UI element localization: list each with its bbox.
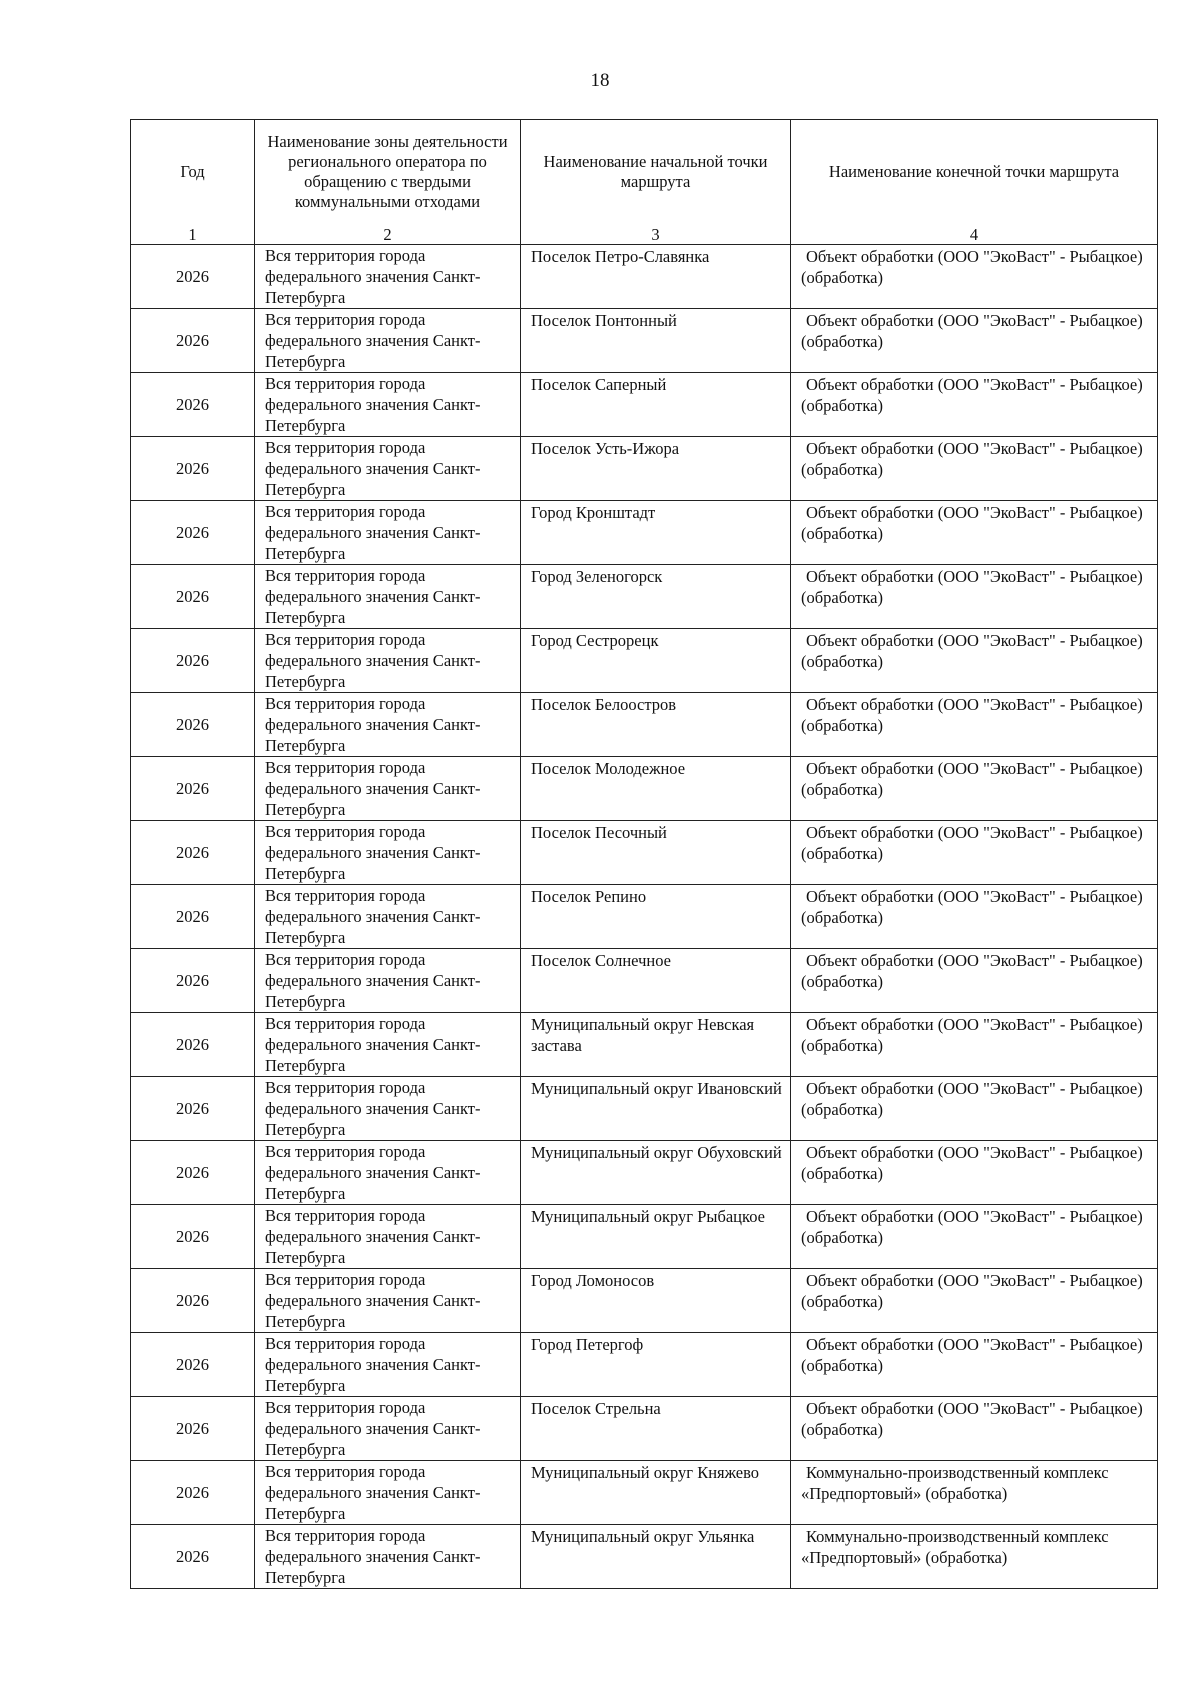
year-cell: 2026: [131, 501, 255, 565]
start-point-cell: Поселок Белоостров: [521, 693, 791, 757]
end-point-text: Объект обработки (ООО "ЭкоВаст" - Рыбацкое) (обработка): [801, 1079, 1143, 1119]
year-cell: 2026: [131, 1077, 255, 1141]
end-point-cell: [791, 1141, 1158, 1205]
year-cell: 2026: [131, 373, 255, 437]
end-point-text: Объект обработки (ООО "ЭкоВаст" - Рыбацкое) (обработка): [801, 1015, 1143, 1055]
end-point-text: Объект обработки (ООО "ЭкоВаст" - Рыбацкое) (обработка): [801, 887, 1143, 927]
table-row: [131, 1269, 1158, 1333]
table-row: [131, 1013, 1158, 1077]
header-year: Год: [131, 120, 255, 225]
year-cell: 2026: [131, 1525, 255, 1589]
end-point-cell: [791, 1077, 1158, 1141]
zone-cell: Вся территория города федерального значения Санкт-Петербурга: [255, 373, 521, 437]
zone-cell: Вся территория города федерального значения Санкт-Петербурга: [255, 501, 521, 565]
start-point-cell: Муниципальный округ Ивановский: [521, 1077, 791, 1141]
table-row: [131, 821, 1158, 885]
end-point-cell: [791, 565, 1158, 629]
zone-cell: Вся территория города федерального значения Санкт-Петербурга: [255, 1461, 521, 1525]
end-point-text: Коммунально-производственный комплекс «Предпортовый» (обработка): [801, 1527, 1109, 1567]
table-row: [131, 501, 1158, 565]
start-point-cell: Город Сестрорецк: [521, 629, 791, 693]
zone-cell: Вся территория города федерального значения Санкт-Петербурга: [255, 629, 521, 693]
table-header: [131, 120, 1158, 245]
year-cell: 2026: [131, 757, 255, 821]
end-point-text: Объект обработки (ООО "ЭкоВаст" - Рыбацкое) (обработка): [801, 503, 1143, 543]
header-start-point: Наименование начальной точки маршрута: [521, 120, 791, 225]
end-point-cell: [791, 501, 1158, 565]
start-point-cell: Муниципальный округ Обуховский: [521, 1141, 791, 1205]
year-cell: 2026: [131, 309, 255, 373]
zone-cell: Вся территория города федерального значения Санкт-Петербурга: [255, 245, 521, 309]
end-point-text: Объект обработки (ООО "ЭкоВаст" - Рыбацкое) (обработка): [801, 1335, 1143, 1375]
start-point-cell: Муниципальный округ Рыбацкое: [521, 1205, 791, 1269]
end-point-text: Объект обработки (ООО "ЭкоВаст" - Рыбацкое) (обработка): [801, 1271, 1143, 1311]
zone-cell: Вся территория города федерального значения Санкт-Петербурга: [255, 1333, 521, 1397]
table-row: [131, 1461, 1158, 1525]
start-point-cell: Город Зеленогорск: [521, 565, 791, 629]
page-number: 18: [590, 70, 610, 91]
year-cell: 2026: [131, 1205, 255, 1269]
end-point-cell: [791, 309, 1158, 373]
end-point-text: Объект обработки (ООО "ЭкоВаст" - Рыбацкое) (обработка): [801, 951, 1143, 991]
table-row: [131, 1525, 1158, 1589]
zone-cell: Вся территория города федерального значения Санкт-Петербурга: [255, 1141, 521, 1205]
table-row: [131, 245, 1158, 309]
zone-cell: Вся территория города федерального значения Санкт-Петербурга: [255, 949, 521, 1013]
start-point-cell: Поселок Понтонный: [521, 309, 791, 373]
year-cell: 2026: [131, 821, 255, 885]
end-point-cell: [791, 821, 1158, 885]
end-point-cell: [791, 437, 1158, 501]
table-row: [131, 309, 1158, 373]
table-row: [131, 1077, 1158, 1141]
header-end-point: Наименование конечной точки маршрута: [791, 120, 1158, 225]
end-point-text: Объект обработки (ООО "ЭкоВаст" - Рыбацкое) (обработка): [801, 1399, 1143, 1439]
year-cell: 2026: [131, 1397, 255, 1461]
end-point-text: Объект обработки (ООО "ЭкоВаст" - Рыбацкое) (обработка): [801, 695, 1143, 735]
end-point-text: Объект обработки (ООО "ЭкоВаст" - Рыбацкое) (обработка): [801, 631, 1143, 671]
routes-table: [130, 119, 1158, 1589]
column-number: 1: [131, 224, 255, 245]
end-point-text: Объект обработки (ООО "ЭкоВаст" - Рыбацкое) (обработка): [801, 567, 1143, 607]
start-point-cell: Поселок Петро-Славянка: [521, 245, 791, 309]
start-point-cell: Город Кронштадт: [521, 501, 791, 565]
year-cell: 2026: [131, 1333, 255, 1397]
start-point-cell: Поселок Репино: [521, 885, 791, 949]
end-point-text: Объект обработки (ООО "ЭкоВаст" - Рыбацкое) (обработка): [801, 375, 1143, 415]
start-point-cell: Поселок Солнечное: [521, 949, 791, 1013]
zone-cell: Вся территория города федерального значения Санкт-Петербурга: [255, 309, 521, 373]
end-point-text: Коммунально-производственный комплекс «Предпортовый» (обработка): [801, 1463, 1109, 1503]
zone-cell: Вся территория города федерального значения Санкт-Петербурга: [255, 821, 521, 885]
zone-cell: Вся территория города федерального значения Санкт-Петербурга: [255, 1525, 521, 1589]
year-cell: 2026: [131, 1269, 255, 1333]
zone-cell: Вся территория города федерального значения Санкт-Петербурга: [255, 885, 521, 949]
zone-cell: Вся территория города федерального значения Санкт-Петербурга: [255, 437, 521, 501]
year-cell: 2026: [131, 1461, 255, 1525]
zone-cell: Вся территория города федерального значения Санкт-Петербурга: [255, 1269, 521, 1333]
end-point-cell: [791, 885, 1158, 949]
zone-cell: Вся территория города федерального значения Санкт-Петербурга: [255, 757, 521, 821]
start-point-cell: Муниципальный округ Невская застава: [521, 1013, 791, 1077]
table-row: [131, 437, 1158, 501]
end-point-cell: [791, 949, 1158, 1013]
year-cell: 2026: [131, 885, 255, 949]
end-point-cell: [791, 757, 1158, 821]
zone-cell: Вся территория города федерального значения Санкт-Петербурга: [255, 1397, 521, 1461]
end-point-cell: [791, 693, 1158, 757]
end-point-text: Объект обработки (ООО "ЭкоВаст" - Рыбацкое) (обработка): [801, 759, 1143, 799]
end-point-text: Объект обработки (ООО "ЭкоВаст" - Рыбацкое) (обработка): [801, 823, 1143, 863]
year-cell: 2026: [131, 437, 255, 501]
year-cell: 2026: [131, 693, 255, 757]
end-point-cell: [791, 373, 1158, 437]
year-cell: 2026: [131, 949, 255, 1013]
table-row: [131, 757, 1158, 821]
column-number: 4: [791, 224, 1158, 245]
table-row: [131, 1333, 1158, 1397]
zone-cell: Вся территория города федерального значения Санкт-Петербурга: [255, 693, 521, 757]
end-point-cell: [791, 1205, 1158, 1269]
year-cell: 2026: [131, 629, 255, 693]
start-point-cell: Поселок Песочный: [521, 821, 791, 885]
year-cell: 2026: [131, 1141, 255, 1205]
start-point-cell: Муниципальный округ Ульянка: [521, 1525, 791, 1589]
end-point-cell: [791, 1333, 1158, 1397]
end-point-cell: [791, 1525, 1158, 1589]
end-point-cell: [791, 1269, 1158, 1333]
end-point-cell: [791, 1461, 1158, 1525]
header-zone: Наименование зоны деятельности регионального оператора по обращению с твердыми коммунальными отходами: [255, 120, 521, 225]
table-row: [131, 629, 1158, 693]
zone-cell: Вся территория города федерального значения Санкт-Петербурга: [255, 1013, 521, 1077]
zone-cell: Вся территория города федерального значения Санкт-Петербурга: [255, 1205, 521, 1269]
table-row: [131, 1397, 1158, 1461]
year-cell: 2026: [131, 1013, 255, 1077]
start-point-cell: Муниципальный округ Княжево: [521, 1461, 791, 1525]
table-row: [131, 565, 1158, 629]
start-point-cell: Поселок Саперный: [521, 373, 791, 437]
end-point-cell: [791, 1397, 1158, 1461]
year-cell: 2026: [131, 565, 255, 629]
table-body: [131, 245, 1158, 1589]
end-point-text: Объект обработки (ООО "ЭкоВаст" - Рыбацкое) (обработка): [801, 247, 1143, 287]
start-point-cell: Город Ломоносов: [521, 1269, 791, 1333]
start-point-cell: Поселок Стрельна: [521, 1397, 791, 1461]
start-point-cell: Город Петергоф: [521, 1333, 791, 1397]
table-row: [131, 693, 1158, 757]
end-point-text: Объект обработки (ООО "ЭкоВаст" - Рыбацкое) (обработка): [801, 1207, 1143, 1247]
table-row: [131, 1141, 1158, 1205]
table-row: [131, 885, 1158, 949]
table-row: [131, 373, 1158, 437]
zone-cell: Вся территория города федерального значения Санкт-Петербурга: [255, 1077, 521, 1141]
end-point-text: Объект обработки (ООО "ЭкоВаст" - Рыбацкое) (обработка): [801, 439, 1143, 479]
end-point-cell: [791, 1013, 1158, 1077]
column-number: 2: [255, 224, 521, 245]
table-row: [131, 949, 1158, 1013]
column-number: 3: [521, 224, 791, 245]
zone-cell: Вся территория города федерального значения Санкт-Петербурга: [255, 565, 521, 629]
start-point-cell: Поселок Усть-Ижора: [521, 437, 791, 501]
table-row: [131, 1205, 1158, 1269]
end-point-cell: [791, 629, 1158, 693]
end-point-text: Объект обработки (ООО "ЭкоВаст" - Рыбацкое) (обработка): [801, 311, 1143, 351]
end-point-cell: [791, 245, 1158, 309]
year-cell: 2026: [131, 245, 255, 309]
end-point-text: Объект обработки (ООО "ЭкоВаст" - Рыбацкое) (обработка): [801, 1143, 1143, 1183]
start-point-cell: Поселок Молодежное: [521, 757, 791, 821]
